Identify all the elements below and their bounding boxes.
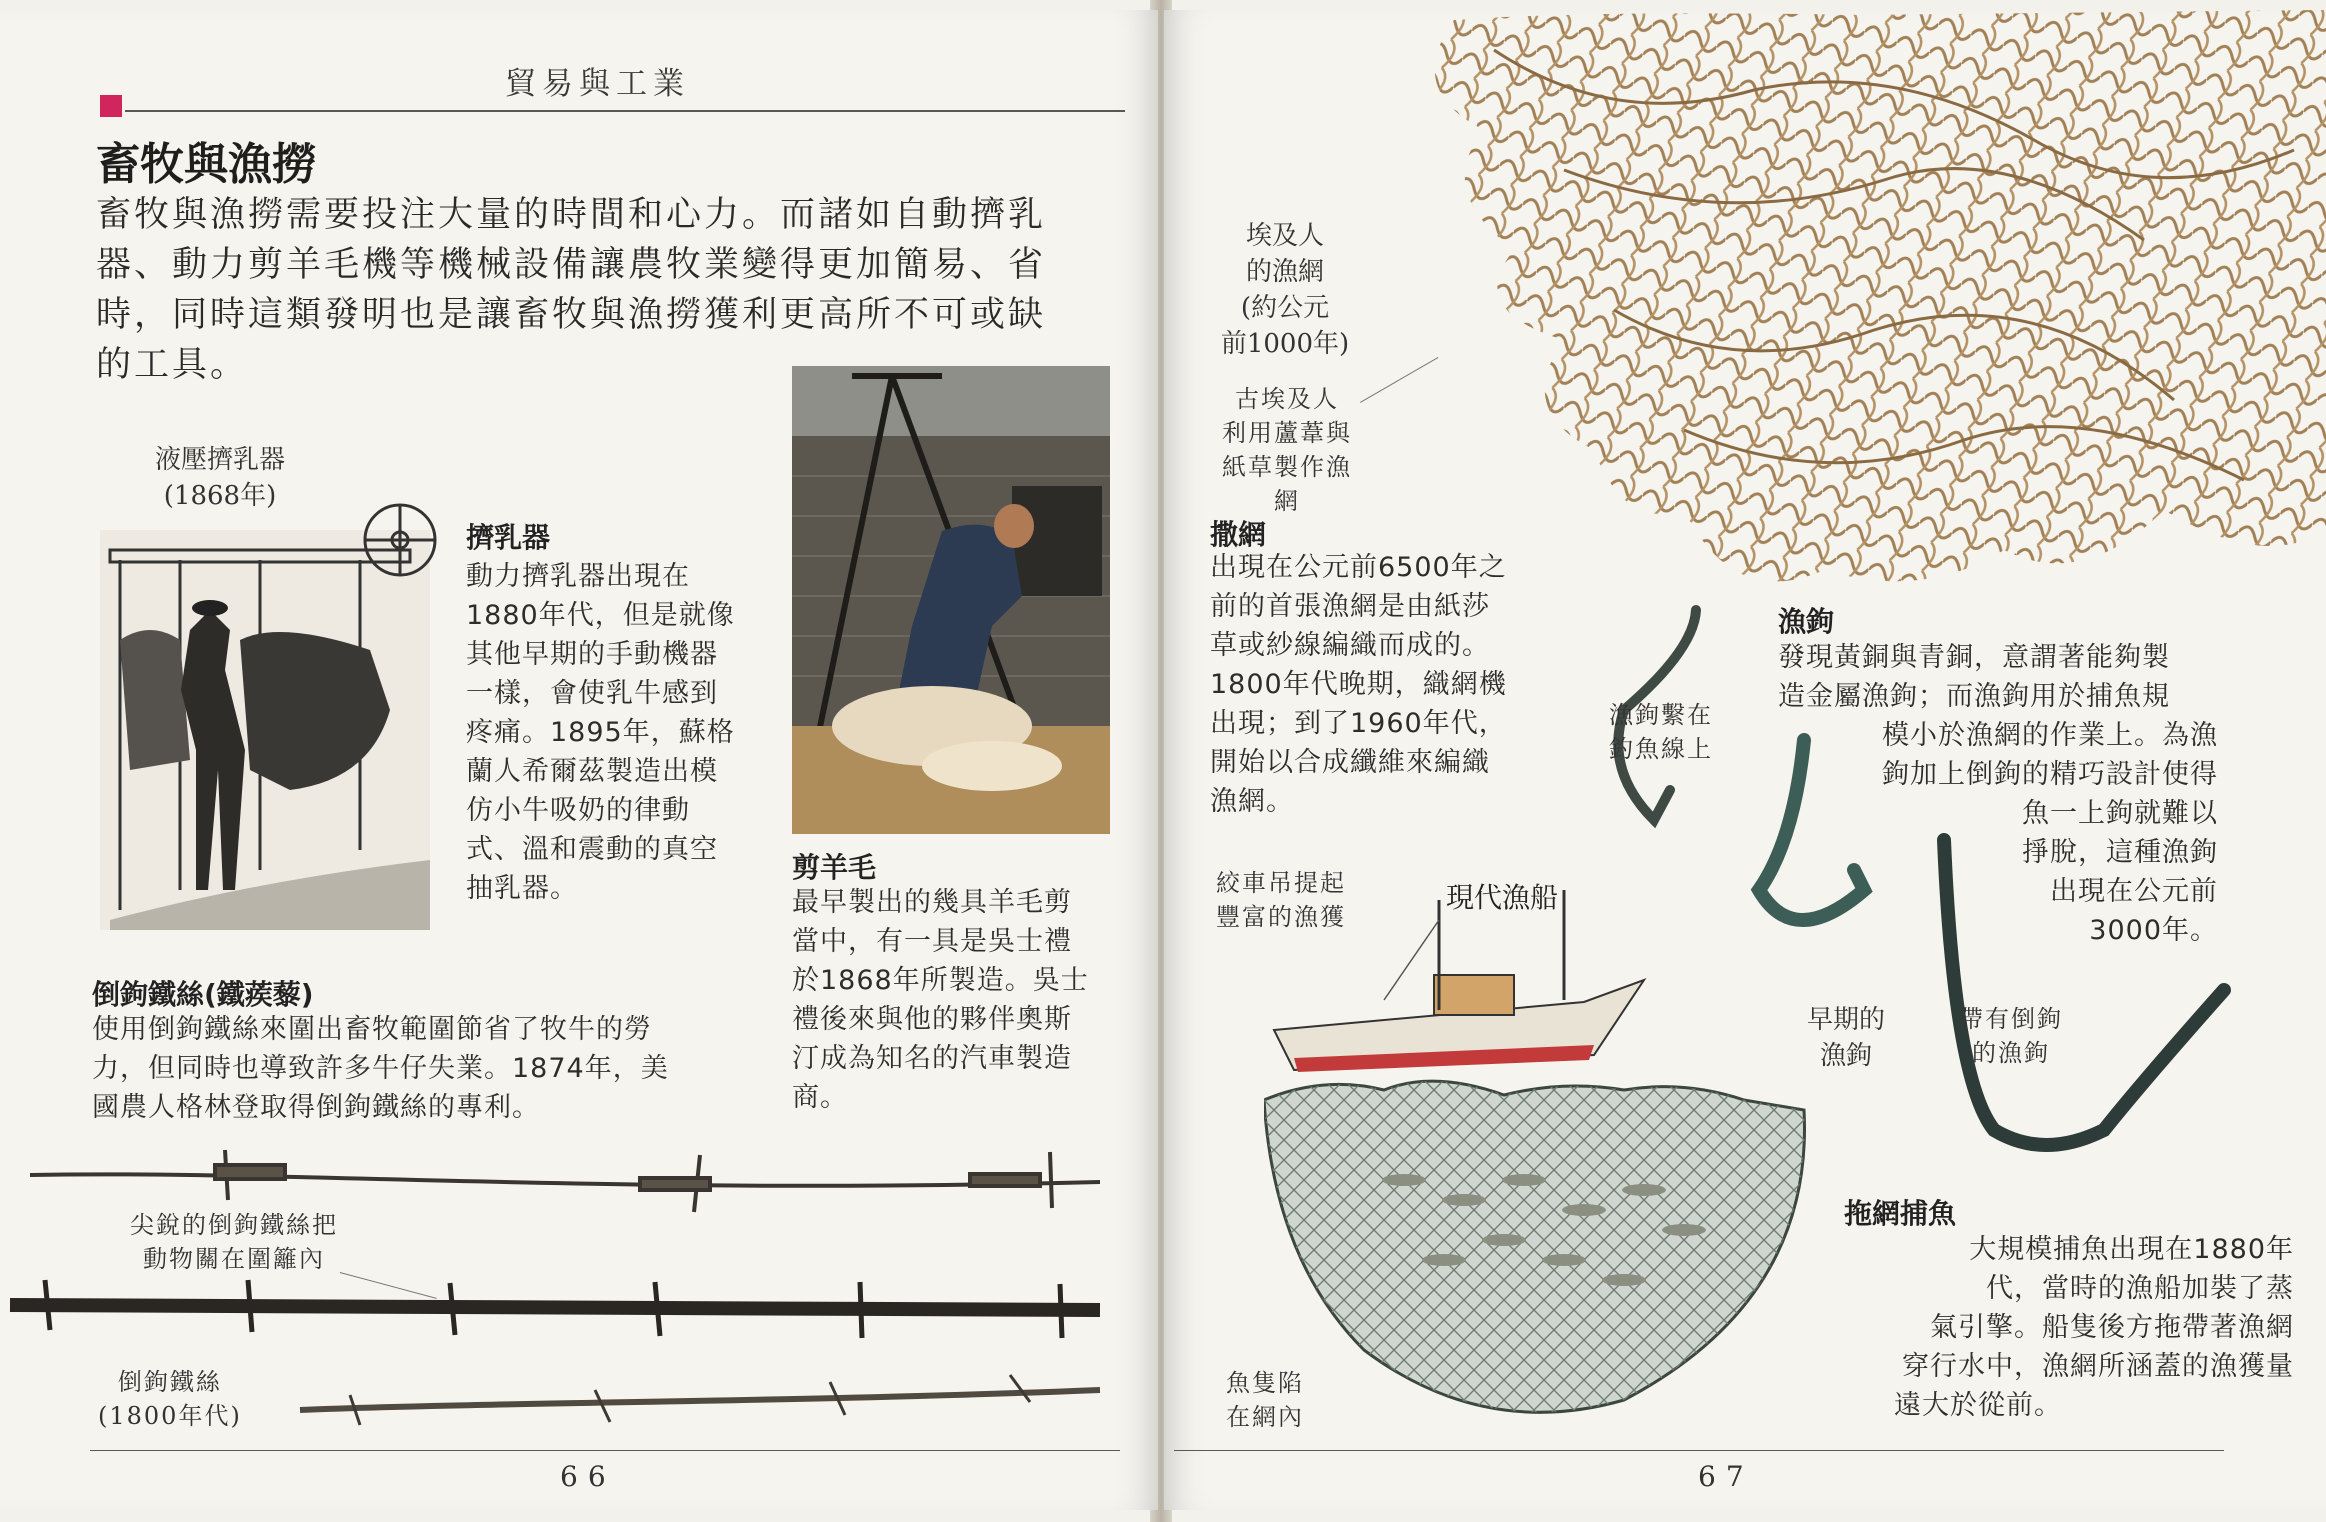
label-line: 在網內 [1226,1403,1304,1431]
text-line: 一樣，會使乳牛感到 [466,678,718,709]
text-line: 出現在公元前 [2050,876,2218,907]
egypt-note [1212,382,1362,518]
intro-line: 器、動力剪羊毛機等機械設備讓農牧業變得更加簡易、省 [96,245,1047,285]
text-line: 出現在公元前6500年之 [1210,552,1507,583]
text-line: 其他早期的手動機器 [466,639,718,670]
label-line: 釣魚線上 [1609,735,1713,763]
milking-text [466,557,746,908]
label-line: 倒鉤鐵絲 [117,1368,222,1396]
text-line: 汀成為知名的汽車製造 [792,1043,1072,1074]
label-line: 魚隻陷 [1226,1369,1304,1397]
intro-line: 的工具。 [96,345,249,385]
trawl-text [1724,1230,2324,1425]
cast-net-text [1210,548,1530,821]
label-line: 帶有倒鉤 [1959,1005,2063,1033]
sheep-shearing-photo [792,366,1110,834]
shearing-title: 剪羊毛 [792,851,877,884]
label-line: 前1000年) [1220,329,1350,359]
text-line: 於1868年所製造。吳士 [792,965,1089,996]
label-line: 尖銳的倒鉤鐵絲把 [130,1211,338,1239]
text-line: 出現；到了1960年代， [1210,708,1507,739]
barbed-wire-text [92,1010,732,1127]
section-marker [100,95,122,117]
left-page [0,10,1158,1510]
barbed-hook-label [1959,1002,2063,1070]
text-line: 草或紗線編織而成的。 [1210,630,1490,661]
label-line: 絞車吊提起 [1216,869,1346,897]
text-line: 造金屬漁鉤；而漁鉤用於捕魚規 [1778,681,2170,712]
text-line: 疼痛。1895年，蘇格 [466,717,735,748]
page-number: 67 [1698,1460,1754,1493]
trawl-title: 拖網捕魚 [1844,1197,1957,1230]
label-line: 豐富的漁獲 [1216,903,1346,931]
cast-net-title: 撒網 [1210,518,1267,551]
sharp-wire-label [130,1208,338,1276]
label-line: 液壓擠乳器 [154,445,285,475]
label-line: 的漁網 [1245,257,1324,287]
text-line: 1880年代，但是就像 [466,600,735,631]
text-line: 最早製出的幾具羊毛剪 [792,887,1072,918]
text-line: 1800年代晚期，織網機 [1210,669,1507,700]
shearing-text [792,883,1112,1117]
section-title: 畜牧與漁撈 [96,139,316,190]
text-line: 力，但同時也導致許多牛仔失業。1874年，美 [92,1053,669,1084]
label-line: 利用蘆葦與 [1222,419,1352,447]
barbed-wire-title: 倒鉤鐵絲(鐵蒺藜) [92,978,314,1011]
text-line: 鉤加上倒鉤的精巧設計使得 [1882,759,2218,790]
page-number: 66 [560,1460,616,1493]
label-line: 早期的 [1806,1005,1885,1035]
label-line: 動物關在圍籬內 [143,1245,325,1273]
milking-title: 擠乳器 [466,521,551,554]
hooks-title: 漁鉤 [1778,605,1835,638]
egyptian-fishing-net [1264,10,2326,600]
text-line: 動力擠乳器出現在 [466,561,690,592]
label-line: 漁鉤繫在 [1609,701,1713,729]
milking-machine-engraving [90,490,450,960]
intro-line: 畜牧與漁撈需要投注大量的時間和心力。而諸如自動擠乳 [96,195,1047,235]
hook-on-line-label [1609,698,1713,766]
text-line: 國農人格林登取得倒鉤鐵絲的專利。 [92,1092,540,1123]
intro-paragraph [96,190,1126,390]
label-line: (1800年代) [98,1402,242,1430]
modern-boat-label: 現代漁船 [1446,881,1559,914]
text-line: 使用倒鉤鐵絲來圍出畜牧範圍節省了牧牛的勞 [92,1014,652,1045]
barbed-wire-1800s-label [98,1365,242,1433]
label-line: (約公元 [1240,293,1330,323]
text-line: 穿行水中，漁網所涵蓋的漁獲量 [1902,1351,2294,1382]
egypt-net-label [1210,218,1360,362]
text-line: 模小於漁網的作業上。為漁 [1882,720,2218,751]
header-rule [125,110,1125,112]
label-line: 漁鉤 [1819,1041,1872,1071]
intro-line: 時，同時這類發明也是讓畜牧與漁撈獲利更高所不可或缺 [96,295,1047,335]
running-head: 貿易與工業 [505,66,690,102]
label-line: (1868年) [163,481,277,511]
text-line: 商。 [792,1082,848,1113]
text-line: 遠大於從前。 [1894,1390,2062,1421]
text-line: 前的首張漁網是由紙莎 [1210,591,1490,622]
text-line: 大規模捕魚出現在1880年 [1969,1234,2294,1265]
text-line: 開始以合成纖維來編織 [1210,747,1490,778]
fish-trapped-label [1226,1366,1304,1434]
text-line: 式、溫和震動的真空 [466,834,718,865]
text-line: 仿小牛吸奶的律動 [466,795,690,826]
text-line: 禮後來與他的夥伴奧斯 [792,1004,1072,1035]
label-line: 紙草製作漁網 [1222,453,1352,515]
text-line: 掙脫，這種漁鉤 [2022,837,2218,868]
text-line: 代，當時的漁船加裝了蒸 [1986,1273,2294,1304]
footer-rule [1174,1450,2224,1451]
footer-rule [90,1450,1120,1451]
right-page [1164,10,2326,1510]
text-line: 氣引擎。船隻後方拖帶著漁網 [1930,1312,2294,1343]
text-line: 蘭人希爾茲製造出模 [466,756,718,787]
text-line: 抽乳器。 [466,873,578,904]
text-line: 當中，有一具是吳士禮 [792,926,1072,957]
text-line: 3000年。 [2089,915,2218,946]
text-line: 漁網。 [1210,786,1294,817]
text-line: 魚一上鉤就難以 [2022,798,2218,829]
label-line: 古埃及人 [1235,385,1339,413]
text-line: 發現黃銅與青銅，意謂著能夠製 [1778,642,2170,673]
label-line: 的漁鉤 [1972,1039,2050,1067]
label-line: 埃及人 [1245,221,1324,251]
